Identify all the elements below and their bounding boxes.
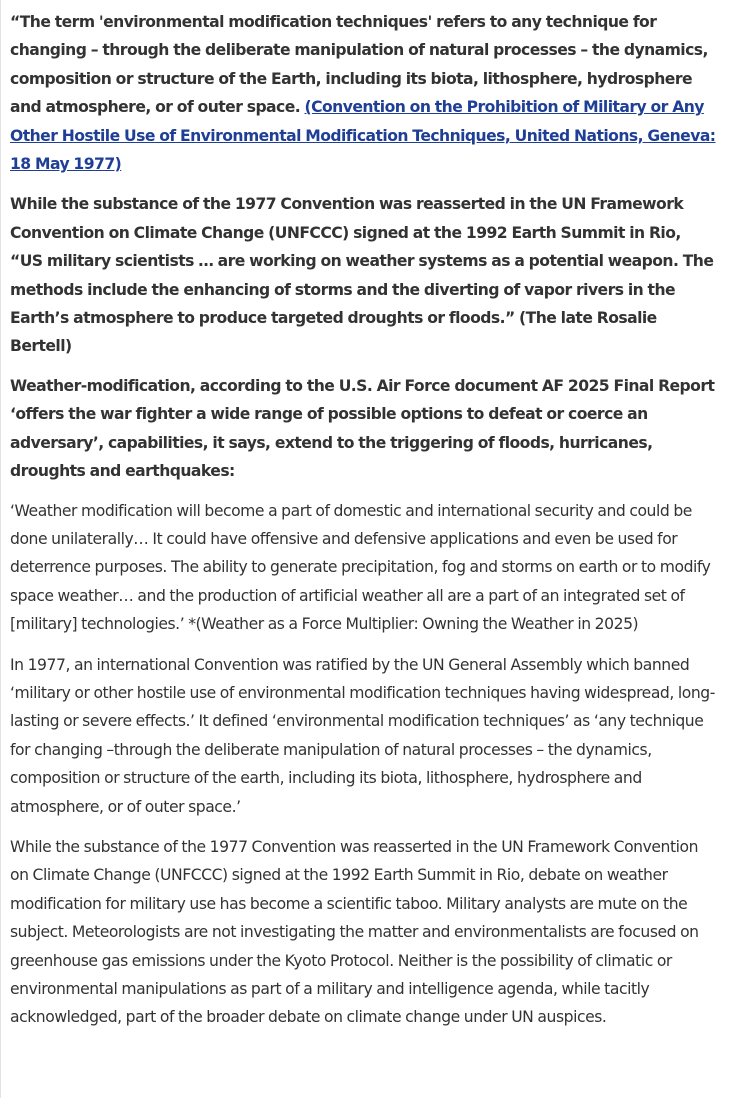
paragraph-af-2025-report: Weather-modification, according to the U.S. Air Force document AF 2025 Final Report ‘offers the war fighter a wide range of possible options to defeat or coerce an adversary’, capabilities, it says, extend to the triggering of floods, hurricanes, droughts and earthquakes: <box>10 376 715 481</box>
paragraph-weather-modification-quote: ‘Weather modification will become a part of domestic and international security and could be done unilaterally… It could have offensive and defensive applications and even be used for deterrence purposes. The ability to generate precipitation, fog and storms on earth or to modify space weather… and the production of artificial weather all are a part of an integrated set of [military] technologies.’ *(Weather as a Force Multiplier: Owning the Weather in 2025) <box>10 501 711 634</box>
paragraph-scientific-taboo: While the substance of the 1977 Convention was reasserted in the UN Framework Convention on Climate Change (UNFCCC) signed at the 1992 Earth Summit in Rio, debate on weather modification for military use has become a scientific taboo. Military analysts are mute on the subject. Meteorologists are not investigating the matter and environmentalists are focused on greenhouse gas emissions under the Kyoto Protocol. Neither is the possibility of climatic or environmental manipulations as part of a military and intelligence agenda, while tacitly acknowledged, part of the broader debate on climate change under UN auspices. <box>10 837 699 1027</box>
definition-quote-text: “The term 'environmental modification techniques' refers to any technique for changing – through the deliberate manipulation of natural processes – the dynamics, composition or structure of the Earth, including its biota, lithosphere, hydrosphere and atmosphere, or of outer space. <box>10 13 708 117</box>
convention-citation-link[interactable]: (Convention on the Prohibition of Military or Any Other Hostile Use of Environmental Modification Techniques, United Nations, Geneva: 18 May 1977) <box>10 98 716 174</box>
paragraph-definition-quote <box>10 8 716 178</box>
paragraph-unfccc-bertell: While the substance of the 1977 Convention was reasserted in the UN Framework Convention on Climate Change (UNFCCC) signed at the 1992 Earth Summit in Rio, “US military scientists … are working on weather systems as a potential weapon. The methods include the enhancing of storms and the diverting of vapor rivers in the Earth’s atmosphere to produce targeted droughts or floods.” (The late Rosalie Bertell) <box>10 195 714 356</box>
paragraph-1977-convention: In 1977, an international Convention was ratified by the UN General Assembly which banned ‘military or other hostile use of environmental modification techniques having widespread, long-lasting or severe effects.’ It defined ‘environmental modification techniques’ as ‘any technique for changing –through the deliberate manipulation of natural processes – the dynamics, composition or structure of the earth, including its biota, lithosphere, hydrosphere and atmosphere, or of outer space.’ <box>10 655 715 816</box>
